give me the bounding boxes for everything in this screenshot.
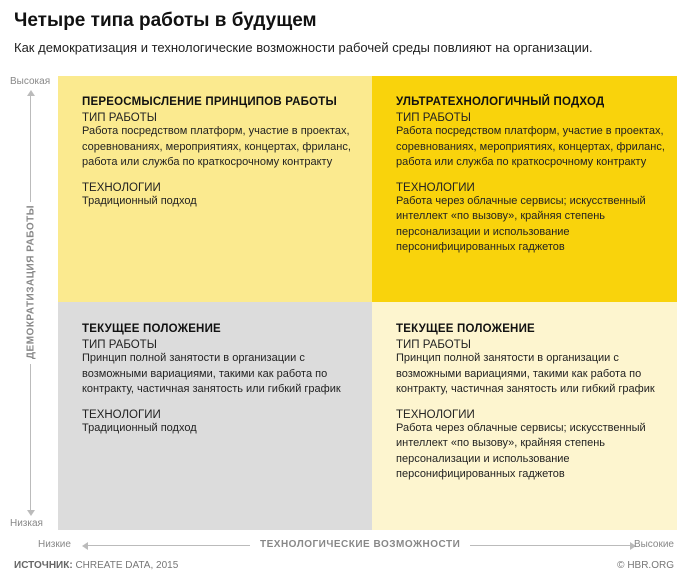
technology-text: Работа через облачные сервисы; искусственный интеллект «по вызову», крайняя степень персонализации и использование персонифицированных гаджетов [396, 194, 646, 253]
x-axis-arrow-left-icon [82, 542, 88, 550]
quadrant-top-left [58, 76, 372, 302]
y-axis-high-label: Высокая [10, 76, 51, 87]
work-type-label: ТИП РАБОТЫ [82, 112, 157, 124]
quadrant-heading: УЛЬТРАТЕХНОЛОГИЧНЫЙ ПОДХОД [396, 96, 605, 108]
source-note [14, 560, 178, 571]
x-axis-title: ТЕХНОЛОГИЧЕСКИЕ ВОЗМОЖНОСТИ [260, 539, 461, 550]
quadrant-bottom-right [372, 302, 677, 530]
work-type-text: Работа посредством платформ, участие в проектах, соревнованиях, мероприятиях, концертах, фриланс, работа или служба по краткосрочному контракту [396, 125, 665, 168]
quadrant-bottom-left [58, 302, 372, 530]
work-type-label: ТИП РАБОТЫ [396, 339, 471, 351]
technology-text: Работа через облачные сервисы; искусственный интеллект «по вызову», крайняя степень персонализации и использование персонифицированных гаджетов [396, 421, 646, 480]
x-axis-line-right [470, 545, 630, 546]
work-type-text: Принцип полной занятости в организации с возможными вариациями, такими как работа по контракту, частичная занятость или гибкий график [82, 352, 341, 395]
technology-text: Традиционный подход [82, 194, 197, 207]
work-type-label: ТИП РАБОТЫ [82, 339, 157, 351]
credit-note: © HBR.ORG [617, 560, 674, 571]
y-axis-arrow-down-icon [27, 510, 35, 516]
x-axis-low-label: Низкие [38, 539, 71, 550]
quadrant-top-right [372, 76, 677, 302]
technology-label: ТЕХНОЛОГИИ [82, 408, 161, 421]
y-axis-low-label: Низкая [10, 518, 43, 529]
technology-label: ТЕХНОЛОГИИ [396, 408, 475, 421]
source-label: ИСТОЧНИК: [14, 560, 73, 571]
x-axis-high-label: Высокие [633, 539, 674, 550]
y-axis-title: ДЕМОКРАТИЗАЦИЯ РАБОТЫ [25, 204, 37, 360]
y-axis-arrow-up-icon [27, 90, 35, 96]
source-text: CHREATE DATA, 2015 [75, 560, 179, 571]
page-title: Четыре типа работы в будущем [14, 10, 317, 31]
quadrant-heading: ТЕКУЩЕЕ ПОЛОЖЕНИЕ [82, 323, 221, 335]
x-axis-line-left [88, 545, 250, 546]
technology-label: ТЕХНОЛОГИИ [396, 181, 475, 194]
y-axis-line-top [30, 96, 31, 202]
page-subtitle: Как демократизация и технологические возможности рабочей среды повлияют на организации. [14, 40, 593, 55]
work-type-label: ТИП РАБОТЫ [396, 112, 471, 124]
quadrant-heading: ПЕРЕОСМЫСЛЕНИЕ ПРИНЦИПОВ РАБОТЫ [82, 96, 337, 108]
y-axis-line-bottom [30, 364, 31, 512]
technology-text: Традиционный подход [82, 421, 197, 434]
work-type-text: Работа посредством платформ, участие в проектах, соревнованиях, мероприятиях, концертах, фриланс, работа или служба по краткосрочному контракту [82, 125, 351, 168]
technology-label: ТЕХНОЛОГИИ [82, 181, 161, 194]
quadrant-heading: ТЕКУЩЕЕ ПОЛОЖЕНИЕ [396, 323, 535, 335]
work-type-text: Принцип полной занятости в организации с возможными вариациями, такими как работа по контракту, частичная занятость или гибкий график [396, 352, 655, 395]
